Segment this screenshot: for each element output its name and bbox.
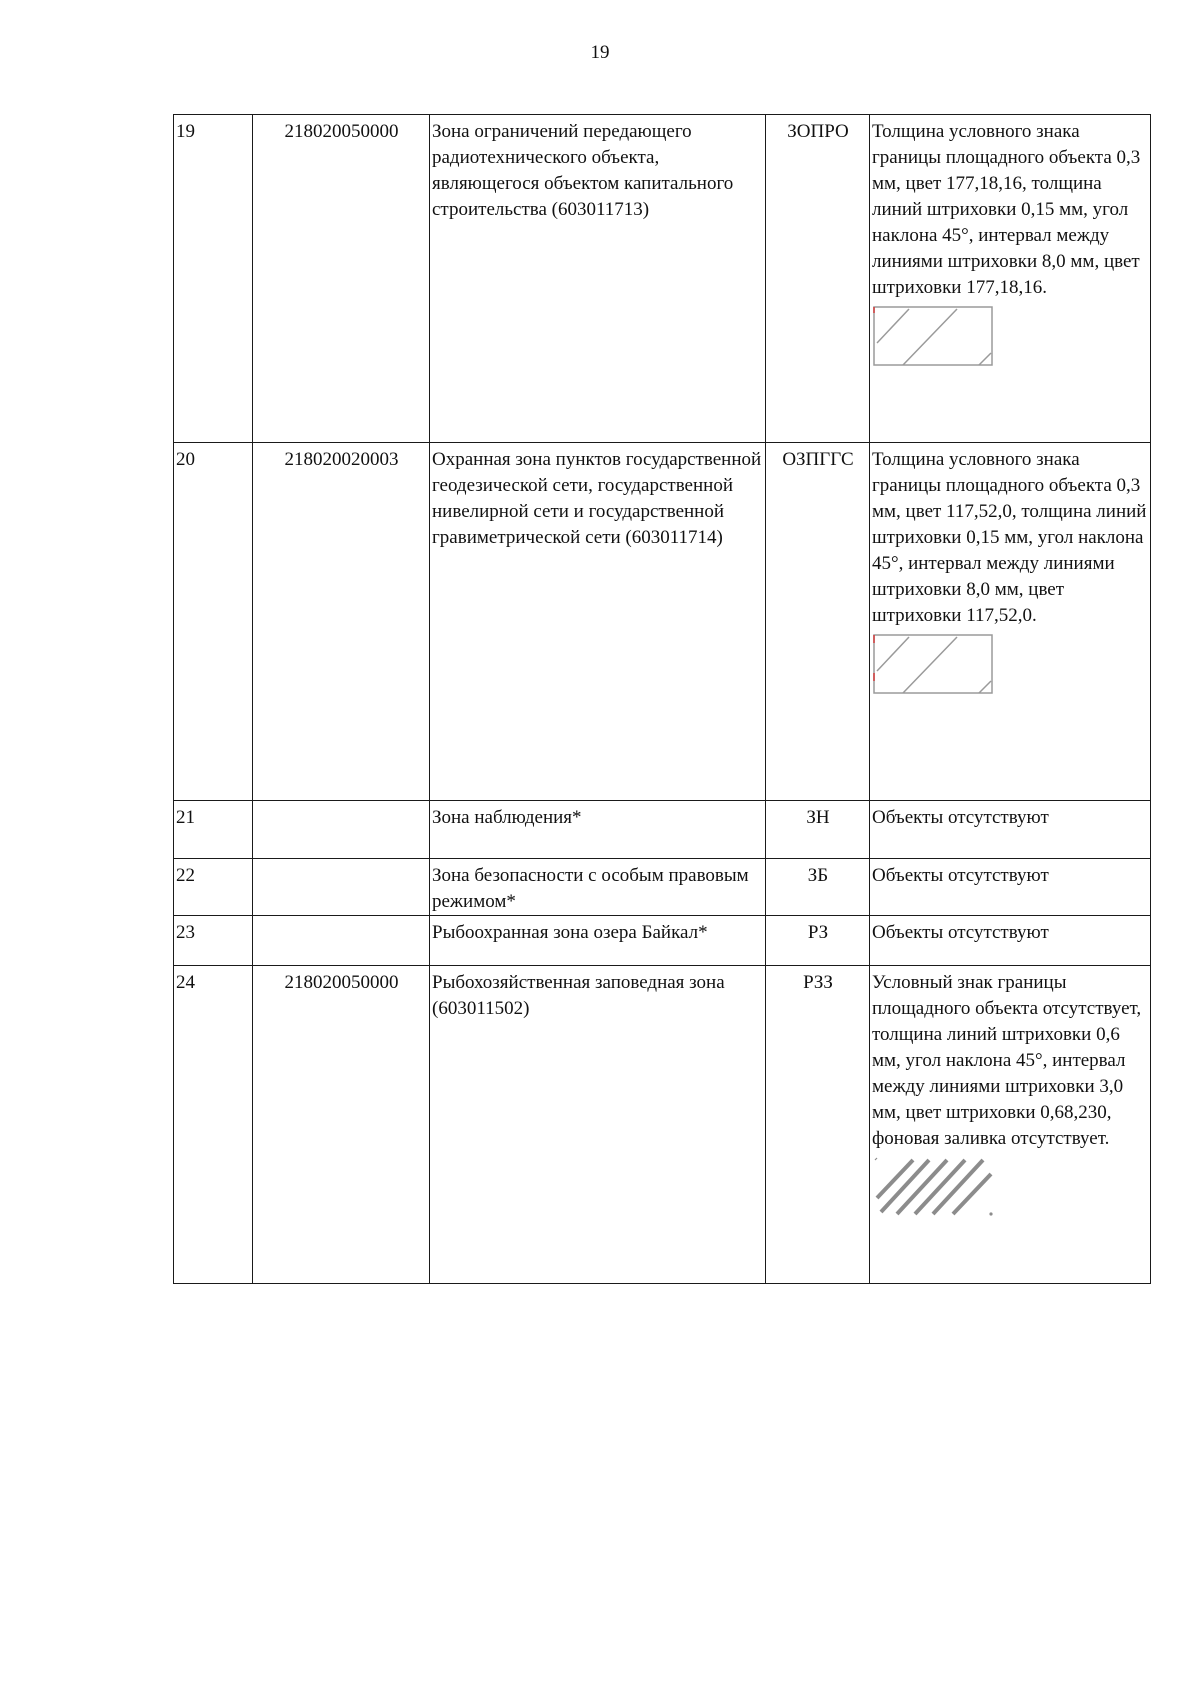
table-row (174, 916, 1151, 966)
row-number: 20 (174, 443, 253, 801)
row-abbreviation: РЗ (766, 916, 870, 966)
row-description-text: Толщина условного знака границы площадного объекта 0,3 мм, цвет 177,18,16, толщина линий штриховки 0,15 мм, угол наклона 45°, интервал между линиями штриховки 8,0 мм, цвет штриховки 177,18,16. (872, 121, 1141, 298)
table-row (174, 801, 1151, 859)
row-description: Объекты отсутствуют (870, 801, 1151, 859)
page-number: 19 (590, 42, 610, 63)
row-description: Объекты отсутствуют (870, 859, 1151, 916)
hatch-dense-icon (873, 1156, 995, 1220)
hatch-sparse-icon (873, 633, 995, 697)
row-abbreviation: ЗБ (766, 859, 870, 916)
row-abbreviation: ОЗПГГС (766, 443, 870, 801)
row-description (870, 115, 1151, 443)
row-name: Рыбохозяйственная заповедная зона (603011502) (430, 966, 766, 1284)
zone-table (173, 114, 1151, 1284)
row-description-text: Условный знак границы площадного объекта отсутствует, толщина линий штриховки 0,6 мм, угол наклона 45°, интервал между линиями штриховки 3,0 мм, цвет штриховки 0,68,230, фоновая заливка отсутствует. (872, 972, 1142, 1149)
row-name: Рыбоохранная зона озера Байкал* (430, 916, 766, 966)
row-name: Зона ограничений передающего радиотехнического объекта, являющегося объектом капитального строительства (603011713) (430, 115, 766, 443)
row-abbreviation: ЗОПРО (766, 115, 870, 443)
table-row (174, 115, 1151, 443)
row-number: 22 (174, 859, 253, 916)
row-description (870, 966, 1151, 1284)
table-row (174, 859, 1151, 916)
row-code (253, 801, 430, 859)
row-name: Зона безопасности с особым правовым режимом* (430, 859, 766, 916)
row-name: Зона наблюдения* (430, 801, 766, 859)
row-description: Объекты отсутствуют (870, 916, 1151, 966)
row-abbreviation: РЗЗ (766, 966, 870, 1284)
row-number: 21 (174, 801, 253, 859)
row-abbreviation: ЗН (766, 801, 870, 859)
row-number: 23 (174, 916, 253, 966)
row-code: 218020050000 (253, 966, 430, 1284)
row-description (870, 443, 1151, 801)
hatch-sparse-icon (873, 305, 995, 369)
row-name: Охранная зона пунктов государственной геодезической сети, государственной нивелирной сети и государственной гравиметрической сети (603011714) (430, 443, 766, 801)
row-number: 19 (174, 115, 253, 443)
row-code: 218020020003 (253, 443, 430, 801)
row-code: 218020050000 (253, 115, 430, 443)
row-description-text: Толщина условного знака границы площадного объекта 0,3 мм, цвет 117,52,0, толщина линий штриховки 0,15 мм, угол наклона 45°, интервал между линиями штриховки 8,0 мм, цвет штриховки 117,52,0. (872, 449, 1147, 626)
table-row (174, 443, 1151, 801)
row-code (253, 859, 430, 916)
table-row (174, 966, 1151, 1284)
row-code (253, 916, 430, 966)
row-number: 24 (174, 966, 253, 1284)
